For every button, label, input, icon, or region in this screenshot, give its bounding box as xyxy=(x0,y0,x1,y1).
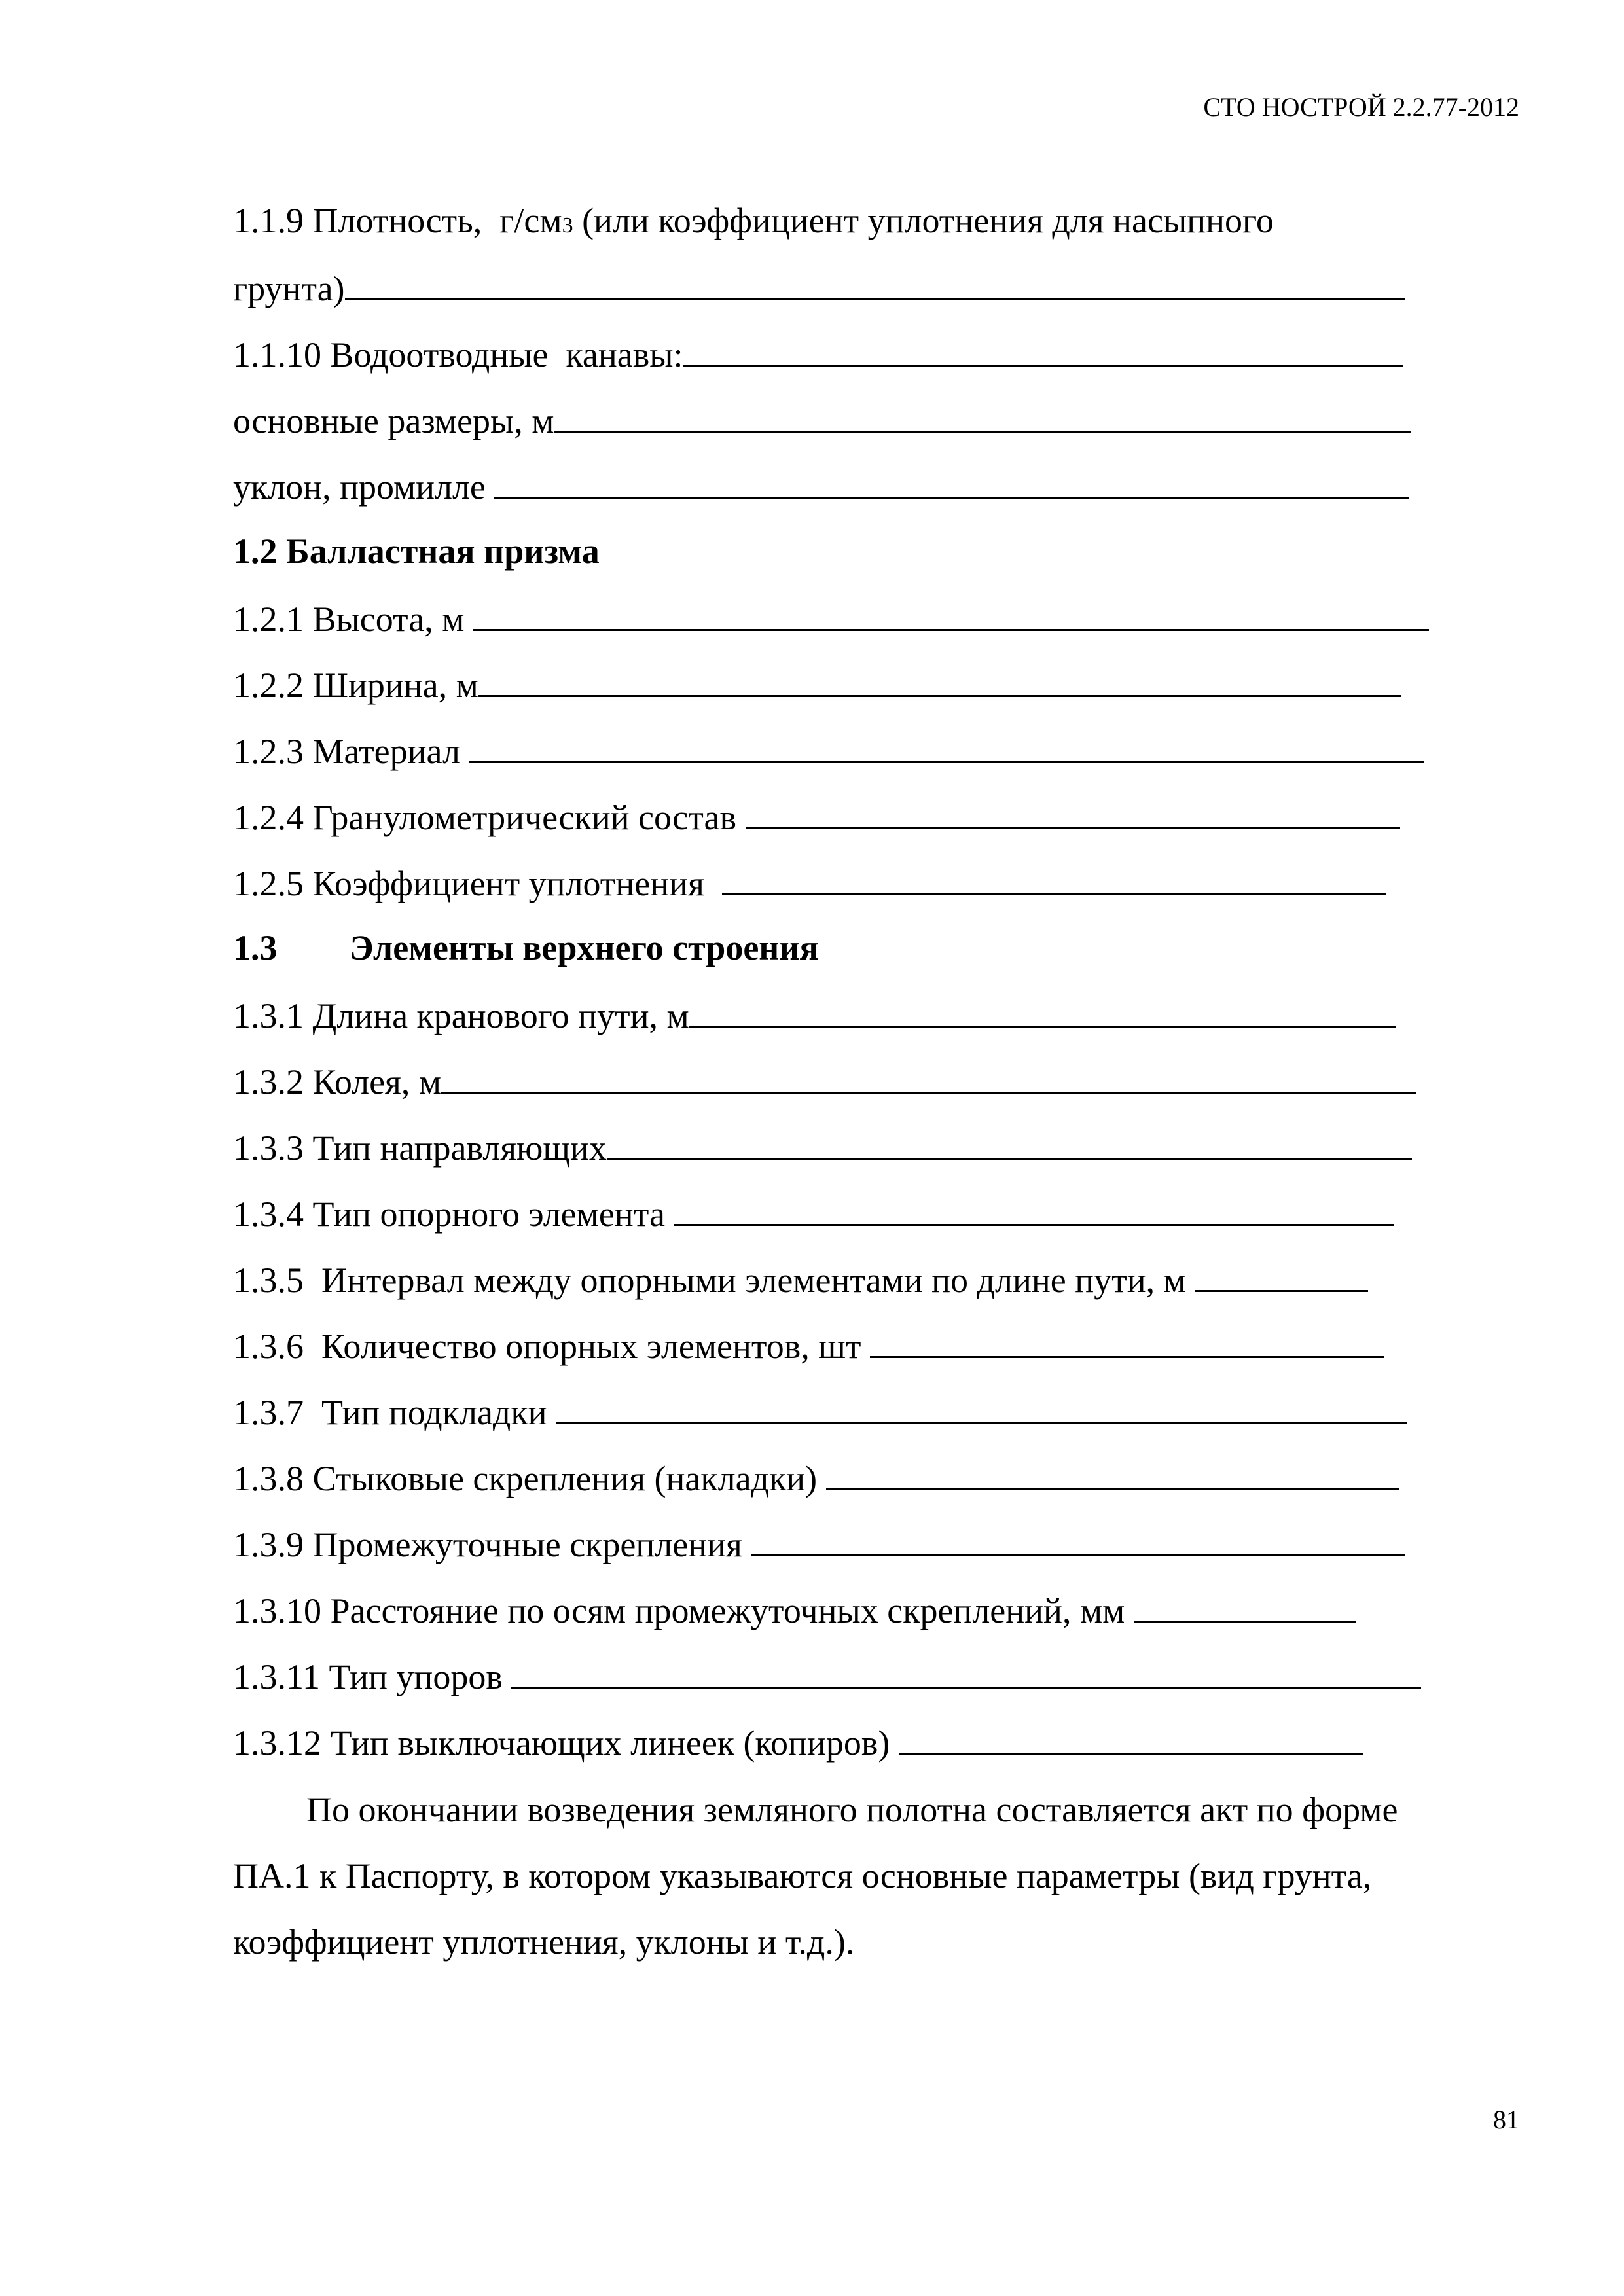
section-1-3-title: Элементы верхнего строения xyxy=(350,928,819,967)
item-1-3-3-label: 1.3.3 Тип направляющих xyxy=(233,1128,607,1168)
item-1-3-7-blank-field[interactable] xyxy=(556,1390,1407,1424)
item-1-3-5-blank-field[interactable] xyxy=(1195,1257,1368,1292)
section-1-3-heading xyxy=(233,927,819,969)
item-1-2-1-label: 1.2.1 Высота, м xyxy=(233,600,473,639)
item-1-3-7 xyxy=(233,1390,1407,1431)
item-1-2-5-label: 1.2.5 Коэффициент уплотнения xyxy=(233,864,722,903)
page-number: 81 xyxy=(1493,2105,1519,2134)
section-1-2-number: 1.2 xyxy=(233,531,278,571)
item-sizes-label: основные размеры, м xyxy=(233,401,554,440)
section-1-2-heading xyxy=(233,530,600,572)
item-1-1-9-line2 xyxy=(233,266,1405,308)
item-1-1-10-blank-field[interactable] xyxy=(683,332,1403,367)
item-1-3-5 xyxy=(233,1257,1368,1299)
item-slope-blank-field[interactable] xyxy=(494,464,1409,499)
item-1-2-4 xyxy=(233,795,1400,836)
item-1-3-10 xyxy=(233,1588,1356,1630)
item-1-3-1-blank-field[interactable] xyxy=(689,993,1396,1028)
item-1-3-4-blank-field[interactable] xyxy=(674,1191,1394,1226)
section-1-2-title: Балластная призма xyxy=(277,531,600,571)
item-1-2-4-label: 1.2.4 Гранулометрический состав xyxy=(233,798,746,837)
item-sizes xyxy=(233,398,1411,440)
item-1-3-4 xyxy=(233,1191,1394,1233)
item-1-3-2-label: 1.3.2 Колея, м xyxy=(233,1062,442,1102)
closing-paragraph-line3: коэффициент уплотнения, уклоны и т.д.). xyxy=(233,1922,855,1962)
item-1-3-8 xyxy=(233,1456,1399,1498)
item-1-3-2 xyxy=(233,1059,1416,1101)
item-1-2-5 xyxy=(233,861,1386,903)
item-1-3-11-label: 1.3.11 Тип упоров xyxy=(233,1657,512,1696)
item-1-3-1 xyxy=(233,993,1396,1035)
item-1-3-3-blank-field[interactable] xyxy=(607,1125,1412,1160)
item-1-3-7-label: 1.3.7 Тип подкладки xyxy=(233,1393,556,1432)
document-code-header: СТО НОСТРОЙ 2.2.77-2012 xyxy=(1203,92,1519,122)
item-1-3-5-label: 1.3.5 Интервал между опорными элементами по длине пути, м xyxy=(233,1261,1195,1300)
item-slope xyxy=(233,464,1409,506)
item-1-1-9-label: 1.1.9 Плотность, г/см xyxy=(233,201,562,240)
item-1-3-10-blank-field[interactable] xyxy=(1134,1588,1356,1623)
item-slope-label: уклон, промилле xyxy=(233,467,495,507)
item-1-3-6-label: 1.3.6 Количество опорных элементов, шт xyxy=(233,1327,870,1366)
item-1-2-2-blank-field[interactable] xyxy=(478,662,1401,697)
item-1-3-11 xyxy=(233,1654,1421,1696)
item-1-3-9 xyxy=(233,1522,1405,1564)
item-1-3-9-blank-field[interactable] xyxy=(751,1522,1405,1556)
item-1-2-2 xyxy=(233,662,1401,704)
item-1-3-11-blank-field[interactable] xyxy=(511,1654,1421,1689)
item-1-2-5-blank-field[interactable] xyxy=(722,861,1386,895)
item-1-3-8-blank-field[interactable] xyxy=(826,1456,1399,1490)
item-1-3-12 xyxy=(233,1720,1363,1762)
item-1-1-9-continuation: грунта) xyxy=(233,269,345,308)
item-1-1-9-line1: 1.1.9 Плотность, г/см 3 (или коэффициент уплотнения для насыпного xyxy=(233,201,1274,240)
item-1-3-12-label: 1.3.12 Тип выключающих линеек (копиров) xyxy=(233,1723,899,1763)
item-1-3-3 xyxy=(233,1125,1412,1167)
item-1-2-1-blank-field[interactable] xyxy=(473,596,1429,631)
item-1-2-4-blank-field[interactable] xyxy=(746,795,1400,829)
item-1-2-2-label: 1.2.2 Ширина, м xyxy=(233,666,478,705)
item-1-3-9-label: 1.3.9 Промежуточные скрепления xyxy=(233,1525,751,1564)
item-1-3-4-label: 1.3.4 Тип опорного элемента xyxy=(233,1194,674,1234)
item-sizes-blank-field[interactable] xyxy=(554,398,1411,433)
item-1-1-9-label-rest: (или коэффициент уплотнения для насыпного xyxy=(573,201,1274,240)
item-1-3-12-blank-field[interactable] xyxy=(899,1720,1363,1755)
item-1-3-6 xyxy=(233,1323,1384,1365)
item-1-3-1-label: 1.3.1 Длина кранового пути, м xyxy=(233,996,689,1035)
item-1-2-1 xyxy=(233,596,1429,638)
section-1-3-number: 1.3 xyxy=(233,928,278,967)
item-1-1-10 xyxy=(233,332,1403,374)
item-1-2-3 xyxy=(233,728,1424,770)
item-1-2-3-label: 1.2.3 Материал xyxy=(233,732,469,771)
item-1-3-6-blank-field[interactable] xyxy=(870,1323,1384,1358)
item-1-2-3-blank-field[interactable] xyxy=(469,728,1424,763)
closing-paragraph-line1: По окончании возведения земляного полотна составляется акт по форме xyxy=(306,1790,1398,1829)
closing-paragraph xyxy=(233,1777,1503,1975)
closing-paragraph-line2: ПА.1 к Паспорту, в котором указываются основные параметры (вид грунта, xyxy=(233,1856,1372,1895)
item-1-1-9-blank-field[interactable] xyxy=(345,266,1405,300)
item-1-3-2-blank-field[interactable] xyxy=(441,1059,1416,1094)
item-1-3-8-label: 1.3.8 Стыковые скрепления (накладки) xyxy=(233,1459,826,1498)
item-1-1-10-label: 1.1.10 Водоотводные канавы: xyxy=(233,335,683,374)
item-1-3-10-label: 1.3.10 Расстояние по осям промежуточных скреплений, мм xyxy=(233,1591,1134,1630)
